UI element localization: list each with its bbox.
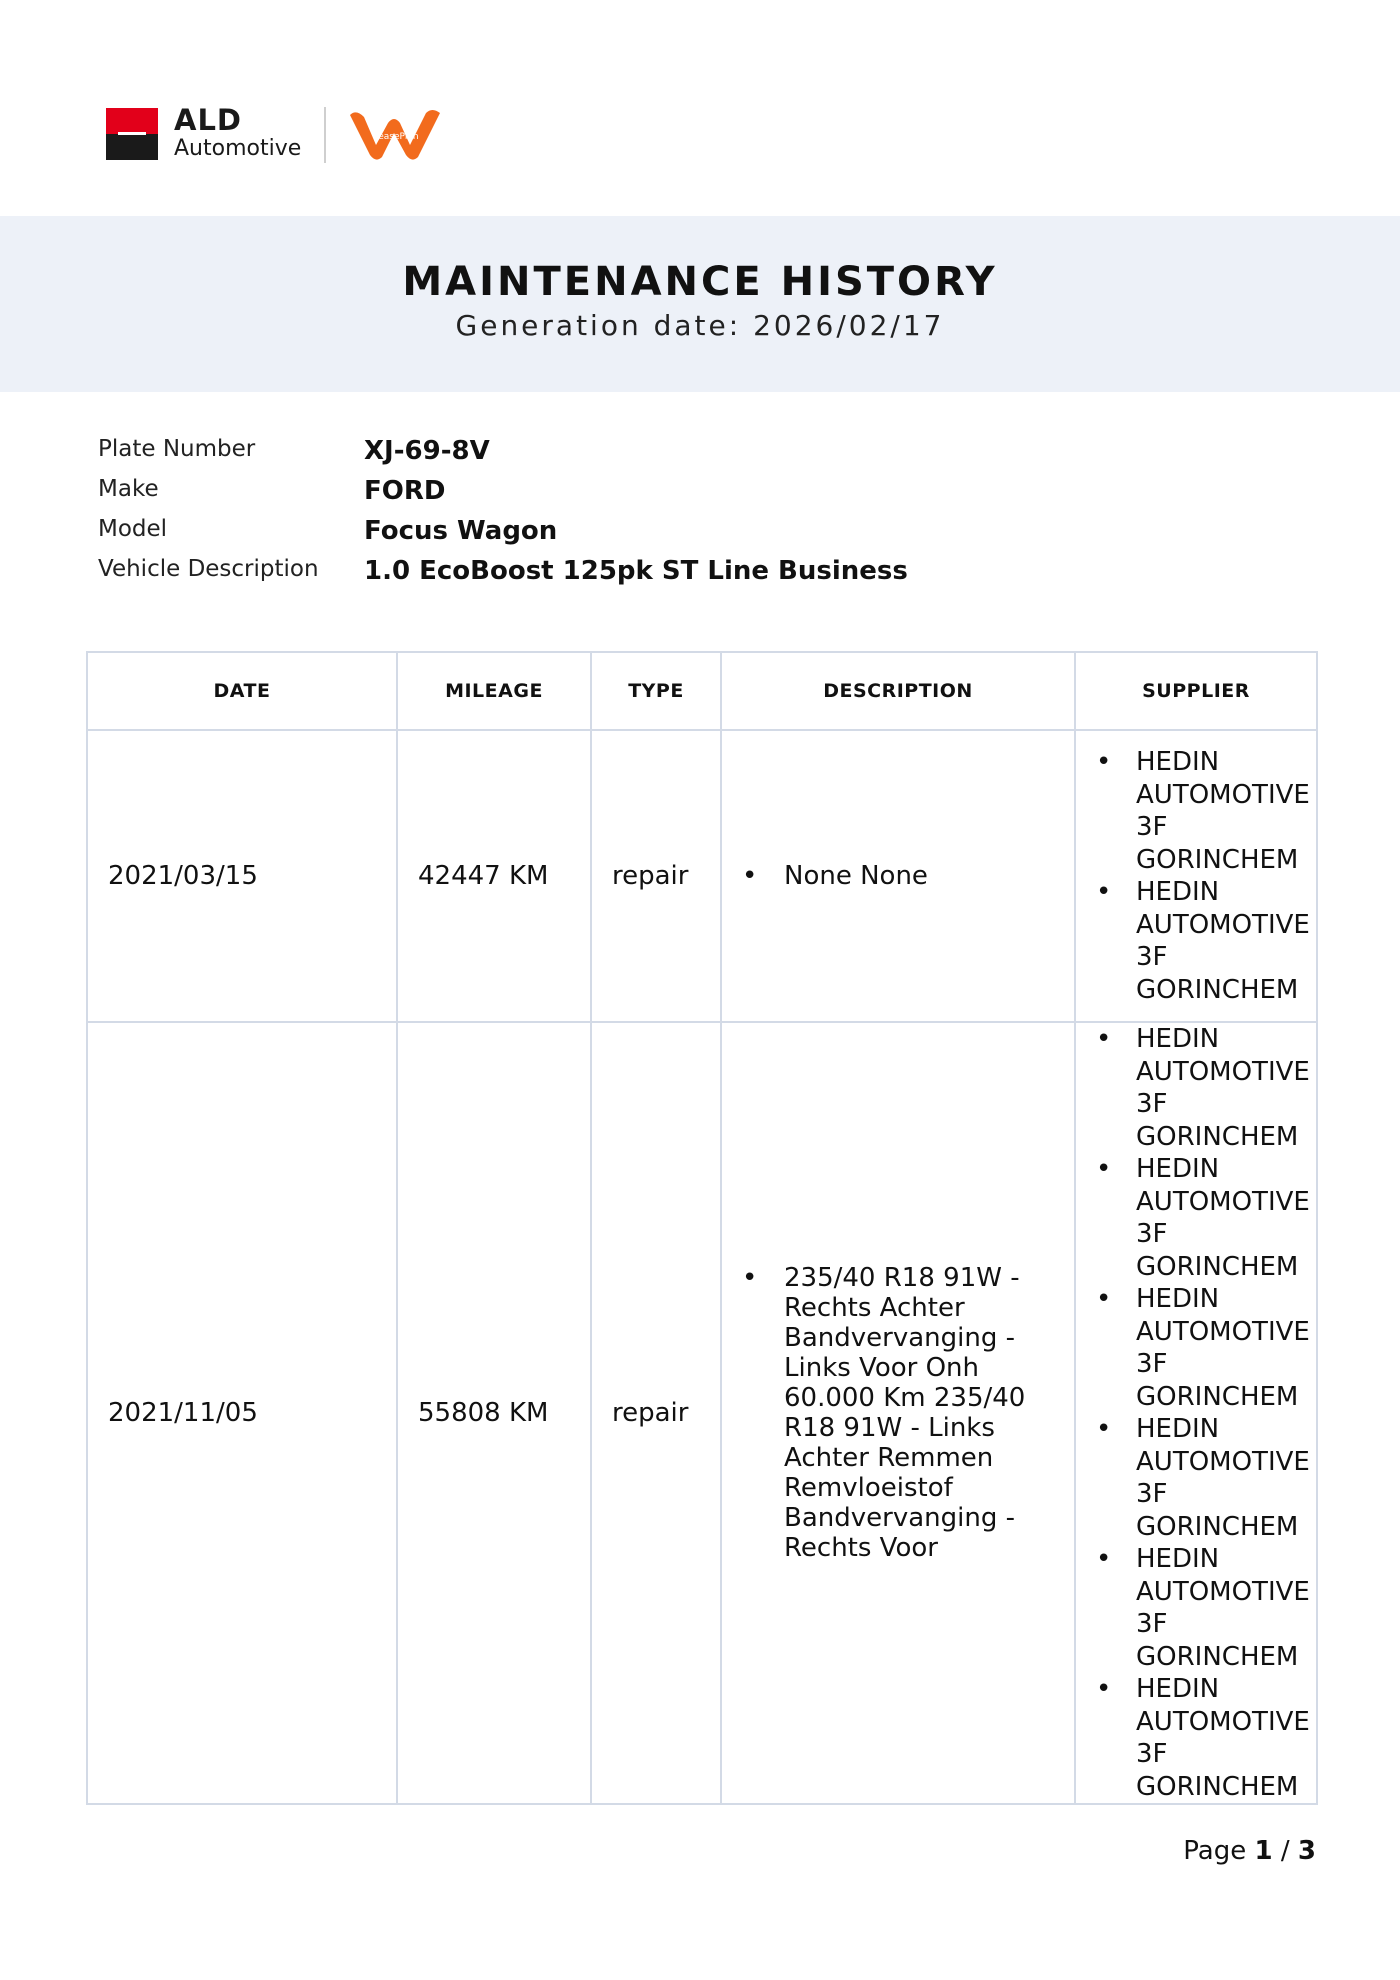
column-header-date: DATE	[87, 652, 397, 730]
supplier-list	[1096, 746, 1310, 1006]
table-row	[87, 730, 1317, 1022]
page-indicator	[1183, 1836, 1316, 1866]
column-header-type: TYPE	[591, 652, 721, 730]
cell-supplier	[1075, 730, 1317, 1022]
supplier-item: • HEDIN AUTOMOTIVE 3F GORINCHEM	[1096, 1413, 1306, 1543]
ald-logo-subtext: Automotive	[174, 136, 302, 161]
info-value: FORD	[364, 476, 446, 506]
description-list	[742, 861, 1064, 891]
column-header-mileage: MILEAGE	[397, 652, 591, 730]
cell-mileage: 42447 KM	[397, 730, 591, 1022]
page-separator: /	[1280, 1836, 1290, 1866]
ald-logo-text: ALD	[174, 103, 242, 137]
column-header-supplier: SUPPLIER	[1075, 652, 1317, 730]
supplier-item: • HEDIN AUTOMOTIVE 3F GORINCHEM	[1096, 1153, 1306, 1283]
supplier-item: • HEDIN AUTOMOTIVE 3F GORINCHEM	[1096, 1543, 1306, 1673]
table-row	[87, 1022, 1317, 1804]
cell-type: repair	[591, 1022, 721, 1804]
info-value: XJ-69-8V	[364, 436, 490, 466]
description-list	[742, 1263, 1064, 1563]
table-header-row	[87, 652, 1317, 730]
ald-logo-icon	[106, 108, 158, 160]
description-item: • 235/40 R18 91W - Rechts Achter Bandvervanging - Links Voor Onh 60.000 Km 235/40 R18 91W - Links Achter Remmen Remvloeistof Bandvervanging - Rechts Voor	[742, 1263, 1064, 1563]
total-pages: 3	[1297, 1836, 1316, 1866]
page-label: Page	[1183, 1836, 1247, 1866]
cell-supplier	[1075, 1022, 1317, 1804]
supplier-item: • HEDIN AUTOMOTIVE 3F GORINCHEM	[1096, 746, 1306, 876]
info-label: Vehicle Description	[98, 556, 319, 582]
info-label: Model	[98, 516, 168, 542]
logo-area	[106, 105, 466, 165]
supplier-list	[1096, 1023, 1310, 1803]
title-banner	[0, 216, 1400, 392]
cell-date: 2021/11/05	[87, 1022, 397, 1804]
cell-type: repair	[591, 730, 721, 1022]
svg-text:LeasePlan: LeasePlan	[373, 132, 419, 142]
generation-date: Generation date: 2026/02/17	[455, 309, 945, 342]
description-item: • None None	[742, 861, 1064, 891]
info-value: 1.0 EcoBoost 125pk ST Line Business	[364, 556, 908, 586]
logo-divider	[324, 107, 326, 163]
column-header-description: DESCRIPTION	[721, 652, 1075, 730]
info-label: Plate Number	[98, 436, 256, 462]
supplier-item: • HEDIN AUTOMOTIVE 3F GORINCHEM	[1096, 1673, 1306, 1803]
current-page: 1	[1254, 1836, 1273, 1866]
cell-description	[721, 1022, 1075, 1804]
cell-mileage: 55808 KM	[397, 1022, 591, 1804]
info-value: Focus Wagon	[364, 516, 558, 546]
supplier-item: • HEDIN AUTOMOTIVE 3F GORINCHEM	[1096, 876, 1306, 1006]
page-title: MAINTENANCE HISTORY	[402, 259, 998, 305]
supplier-item: • HEDIN AUTOMOTIVE 3F GORINCHEM	[1096, 1283, 1306, 1413]
cell-date: 2021/03/15	[87, 730, 397, 1022]
leaseplan-logo-icon	[346, 105, 446, 165]
cell-description	[721, 730, 1075, 1022]
supplier-item: • HEDIN AUTOMOTIVE 3F GORINCHEM	[1096, 1023, 1306, 1153]
info-label: Make	[98, 476, 159, 502]
maintenance-table	[86, 651, 1318, 1805]
